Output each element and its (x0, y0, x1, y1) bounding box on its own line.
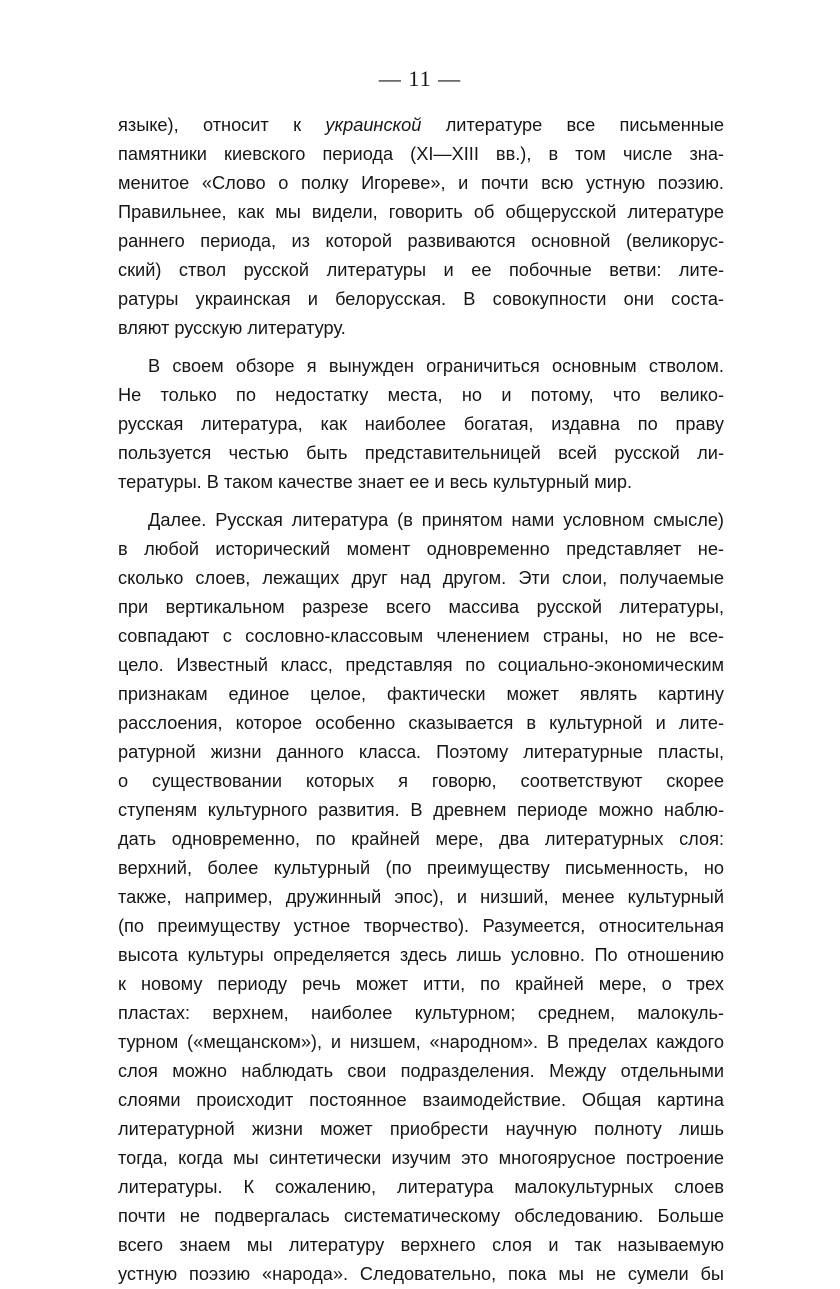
text-line (118, 1173, 724, 1202)
text-segment: высота культуры определяется здесь лишь условно. По отношению (118, 945, 724, 965)
text-segment: пользуется честью быть представительницей всей русской ли- (118, 443, 724, 463)
text-segment: литературной жизни может приобрести научную полноту лишь (118, 1119, 724, 1139)
text-segment: раннего периода, из которой развиваются основной (великорус- (118, 231, 724, 251)
text-segment: всего знаем мы литературу верхнего слоя и так называемую (118, 1235, 724, 1255)
text-line (118, 999, 724, 1028)
text-line (118, 535, 724, 564)
text-line (118, 767, 724, 796)
paragraph-gap (118, 497, 724, 506)
text-line (118, 1260, 724, 1289)
text-line (118, 1115, 724, 1144)
text-segment: о существовании которых я говорю, соответствуют скорее (118, 771, 724, 791)
text-line (118, 140, 724, 169)
text-segment: русская литература, как наиболее богатая, издавна по праву (118, 414, 724, 434)
text-segment: дать одновременно, по крайней мере, два литературных слоя: (118, 829, 724, 849)
text-line (118, 439, 724, 468)
text-segment: языке), относит к (118, 115, 326, 135)
text-line (118, 796, 724, 825)
text-line (118, 680, 724, 709)
text-line (118, 709, 724, 738)
text-line (118, 738, 724, 767)
text-line (118, 883, 724, 912)
text-line (118, 854, 724, 883)
text-segment: в любой исторический момент одновременно представляет не- (118, 539, 724, 559)
text-segment: ступеням культурного развития. В древнем периоде можно наблю- (118, 800, 724, 820)
text-segment: (по преимуществу устное творчество). Разумеется, относительная (118, 916, 724, 936)
text-line (118, 651, 724, 680)
text-segment: при вертикальном разрезе всего массива русской литературы, (118, 597, 724, 617)
text-segment: ратуры украинская и белорусская. В совокупности они соста- (118, 289, 724, 309)
text-segment: В своем обзоре я вынужден ограничиться основным стволом. (148, 356, 724, 376)
text-line (118, 825, 724, 854)
text-segment: почти не подвергалась систематическому обследованию. Больше (118, 1206, 724, 1226)
text-segment: пластах: верхнем, наиболее культурном; среднем, малокуль- (118, 1003, 724, 1023)
text-segment: ратурной жизни данного класса. Поэтому литературные пласты, (118, 742, 724, 762)
text-segment: Далее. Русская литература (в принятом нами условном смысле) (148, 510, 724, 530)
text-segment: турном («мещанском»), и низшем, «народном». В пределах каждого (118, 1032, 724, 1052)
body-text (118, 111, 724, 1289)
text-segment: признакам единое целое, фактически может являть картину (118, 684, 724, 704)
text-line (118, 381, 724, 410)
text-line (118, 227, 724, 256)
text-segment: слоя можно наблюдать свои подразделения. Между отдельными (118, 1061, 724, 1081)
text-segment: ский) ствол русской литературы и ее побочные ветви: лите- (118, 260, 724, 280)
paragraph (118, 506, 724, 1289)
text-segment: слоями происходит постоянное взаимодействие. Общая картина (118, 1090, 724, 1110)
text-segment: устную поэзию «народа». Следовательно, пока мы не сумели бы (118, 1264, 724, 1284)
text-line (118, 352, 724, 381)
text-line (118, 111, 724, 140)
text-segment: литературе все письменные (421, 115, 724, 135)
text-line (118, 1144, 724, 1173)
text-segment: Правильнее, как мы видели, говорить об общерусской литературе (118, 202, 724, 222)
text-segment: литературы. К сожалению, литература малокультурных слоев (118, 1177, 724, 1197)
text-line (118, 1231, 724, 1260)
text-segment: менитое «Слово о полку Игореве», и почти всю устную поэзию. (118, 173, 724, 193)
text-line (118, 941, 724, 970)
text-line (118, 169, 724, 198)
text-line (118, 970, 724, 999)
text-segment: совпадают с сословно-классовым членением страны, но не все- (118, 626, 724, 646)
text-line (118, 256, 724, 285)
text-line (118, 564, 724, 593)
text-line (118, 622, 724, 651)
text-line (118, 410, 724, 439)
page-number: — 11 — (378, 66, 462, 91)
text-segment: тературы. В таком качестве знает ее и весь культурный мир. (118, 472, 633, 492)
text-segment: Не только по недостатку места, но и потому, что велико- (118, 385, 724, 405)
text-segment: цело. Известный класс, представляя по социально-экономическим (118, 655, 724, 675)
text-line (118, 1028, 724, 1057)
text-line (118, 1057, 724, 1086)
text-segment: вляют русскую литературу. (118, 318, 346, 338)
text-line (118, 285, 724, 314)
text-segment: сколько слоев, лежащих друг над другом. Эти слои, получаемые (118, 568, 724, 588)
text-line (118, 593, 724, 622)
text-line (118, 1086, 724, 1115)
paragraph (118, 352, 724, 497)
text-line (118, 912, 724, 941)
text-line (118, 468, 724, 497)
paragraph-gap (118, 343, 724, 352)
italic-text: украинской (325, 115, 422, 135)
text-segment: расслоения, которое особенно сказывается в культурной и лите- (118, 713, 724, 733)
text-segment: тогда, когда мы синтетически изучим это многоярусное построение (118, 1148, 724, 1168)
text-line (118, 314, 724, 343)
text-segment: памятники киевского периода (XI—XIII вв.), в том числе зна- (118, 144, 724, 164)
text-line (118, 198, 724, 227)
text-line (118, 1202, 724, 1231)
paragraph (118, 111, 724, 343)
text-segment: также, например, дружинный эпос), и низший, менее культурный (118, 887, 724, 907)
text-segment: верхний, более культурный (по преимуществу письменность, но (118, 858, 724, 878)
text-segment: к новому периоду речь может итти, по крайней мере, о трех (118, 974, 724, 994)
text-line (118, 506, 724, 535)
